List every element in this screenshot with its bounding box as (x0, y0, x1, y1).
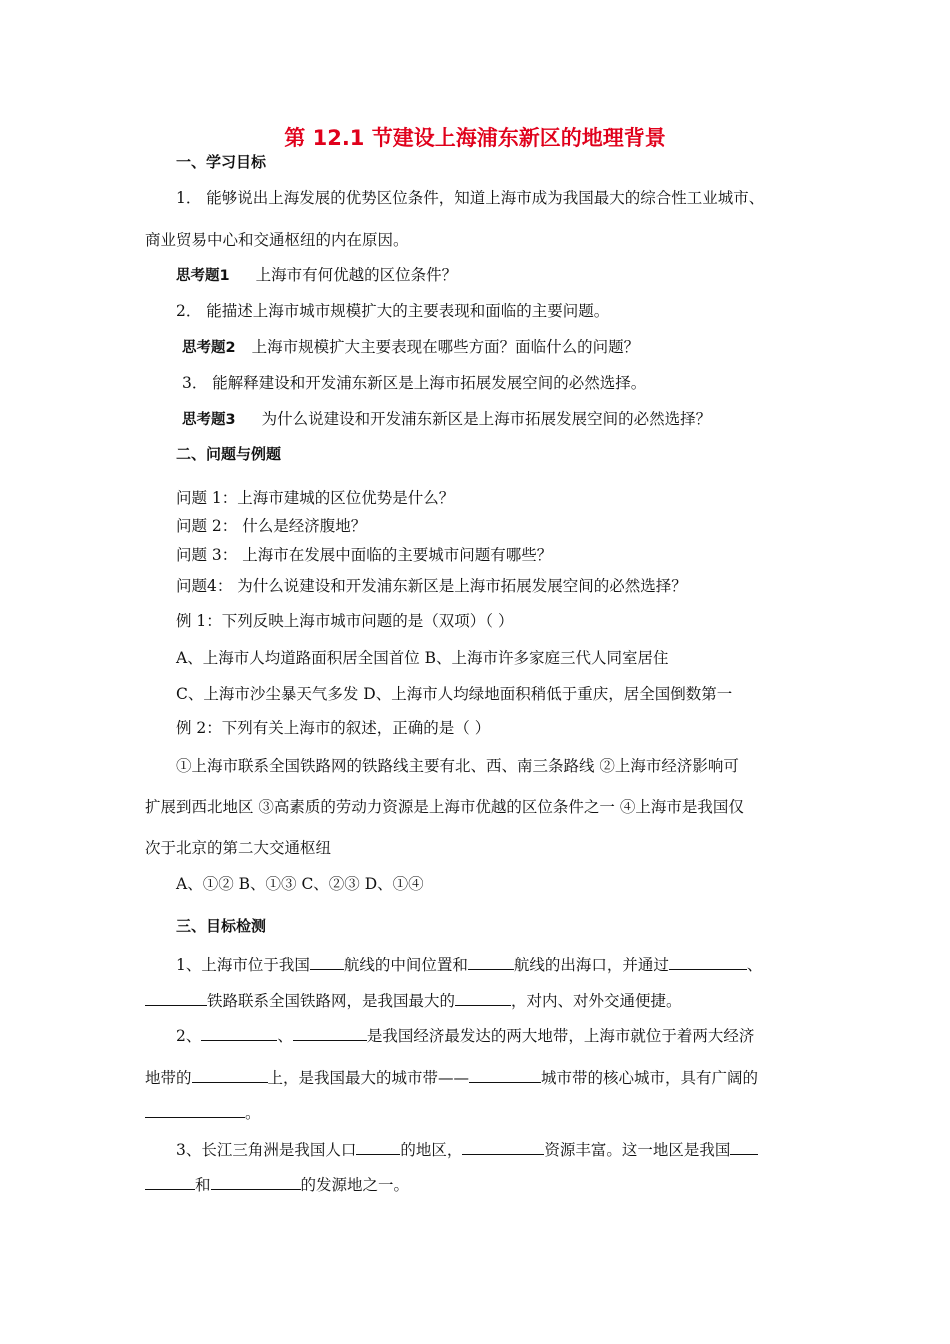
answer-blank[interactable] (192, 1066, 268, 1083)
think-question-label: 思考题2 (182, 340, 236, 356)
example-2-question: 例 2：下列有关上海市的叙述，正确的是（ ） (176, 719, 491, 737)
example-2-statement-line-2: 扩展到西北地区 ③高素质的劳动力资源是上海市优越的区位条件之一 ④上海市是我国仅 (145, 798, 744, 816)
answer-blank[interactable] (468, 953, 514, 970)
answer-blank[interactable] (310, 953, 344, 970)
think-question-text: 为什么说建设和开发浦东新区是上海市拓展发展空间的必然选择？ (261, 410, 712, 428)
goal-3: 3． 能解释建设和开发浦东新区是上海市拓展发展空间的必然选择。 (182, 374, 647, 392)
answer-blank[interactable] (462, 1138, 544, 1155)
question-text: 城市带的核心城市，具有广阔的 (541, 1069, 759, 1087)
question-text: 航线的出海口，并通过 (513, 956, 669, 974)
question-text: 3、长江三角洲是我国人口 (176, 1141, 357, 1159)
fill-question-3-line-1 (176, 1138, 758, 1160)
example-1-options-cd: C、上海市沙尘暴天气多发 D、上海市人均绿地面积稍低于重庆，居全国倒数第一 (176, 685, 733, 703)
question-text: 铁路联系全国铁路网，是我国最大的 (207, 992, 456, 1010)
question-text: 2、 (176, 1027, 202, 1045)
section-heading-check: 三、目标检测 (176, 917, 267, 935)
example-2-statement-line-3: 次于北京的第二大交通枢纽 (145, 839, 332, 857)
problem-1: 问题 1：上海市建城的区位优势是什么？ (176, 489, 455, 507)
goal-1-line-2: 商业贸易中心和交通枢纽的内在原因。 (145, 231, 409, 249)
problem-3: 问题 3： 上海市在发展中面临的主要城市问题有哪些？ (176, 546, 553, 564)
answer-blank[interactable] (730, 1138, 758, 1155)
example-2-options: A、①② B、①③ C、②③ D、①④ (176, 875, 424, 893)
question-text: 的地区， (400, 1141, 463, 1159)
question-text: 的发源地之一。 (300, 1176, 410, 1194)
think-question-text: 上海市规模扩大主要表现在哪些方面？面临什么的问题？ (251, 338, 640, 356)
answer-blank[interactable] (145, 1173, 195, 1190)
example-2-statement-line-1: ①上海市联系全国铁路网的铁路线主要有北、西、南三条路线 ②上海市经济影响可 (176, 757, 739, 775)
fill-question-2-line-2 (145, 1066, 758, 1088)
answer-blank[interactable] (145, 1101, 245, 1118)
example-1-question: 例 1：下列反映上海市城市问题的是（双项）（ ） (176, 612, 514, 630)
think-question-text: 上海市有何优越的区位条件？ (255, 266, 458, 284)
answer-blank[interactable] (211, 1173, 301, 1190)
question-text: 、 (277, 1027, 293, 1045)
question-text: 是我国经济最发达的两大地带，上海市就位于着两大经济 (366, 1027, 755, 1045)
goal-1-line-1: 1． 能够说出上海发展的优势区位条件，知道上海市成为我国最大的综合性工业城市、 (176, 189, 765, 207)
question-text: 地带的 (145, 1069, 192, 1087)
question-text: 和 (195, 1176, 211, 1194)
think-question-2 (182, 337, 639, 358)
fill-question-1-line-2 (145, 989, 682, 1011)
question-text: 航线的中间位置和 (343, 956, 468, 974)
problem-4: 问题4： 为什么说建设和开发浦东新区是上海市拓展发展空间的必然选择？ (176, 577, 687, 595)
think-question-1 (176, 265, 457, 286)
answer-blank[interactable] (293, 1024, 367, 1041)
question-text: ，对内、对外交通便捷。 (511, 992, 682, 1010)
section-heading-problems: 二、问题与例题 (176, 445, 282, 463)
question-text: 、 (746, 956, 763, 974)
fill-question-2-line-1 (176, 1024, 754, 1046)
question-text: 1、上海市位于我国 (176, 956, 310, 974)
goal-2: 2． 能描述上海市城市规模扩大的主要表现和面临的主要问题。 (176, 302, 610, 320)
example-1-options-ab: A、上海市人均道路面积居全国首位 B、上海市许多家庭三代人同室居住 (176, 649, 669, 667)
section-heading-goals: 一、学习目标 (176, 153, 267, 171)
think-question-3 (182, 409, 711, 430)
question-text: 资源丰富。这一地区是我国 (544, 1141, 731, 1159)
answer-blank[interactable] (669, 953, 747, 970)
answer-blank[interactable] (201, 1024, 277, 1041)
fill-question-2-line-3 (145, 1101, 261, 1123)
page-title: 第 12.1 节建设上海浦东新区的地理背景 (284, 126, 666, 150)
think-question-label: 思考题3 (182, 412, 236, 428)
problem-2: 问题 2： 什么是经济腹地？ (176, 517, 367, 535)
fill-question-3-line-2 (145, 1173, 409, 1195)
answer-blank[interactable] (356, 1138, 400, 1155)
answer-blank[interactable] (469, 1066, 541, 1083)
question-text: 。 (245, 1104, 261, 1122)
question-text: 上，是我国最大的城市带—— (267, 1069, 470, 1087)
answer-blank[interactable] (145, 989, 207, 1006)
answer-blank[interactable] (455, 989, 511, 1006)
think-question-label: 思考题1 (176, 268, 230, 284)
fill-question-1-line-1 (176, 953, 762, 975)
